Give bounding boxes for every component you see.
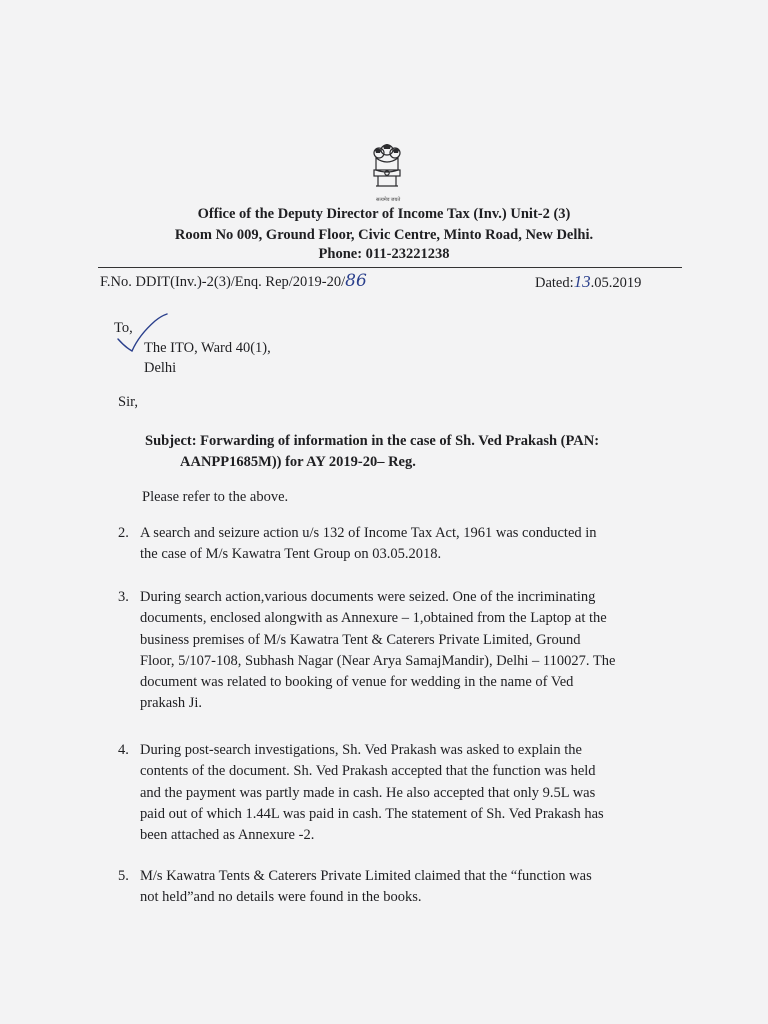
paragraph-line: A search and seizure action u/s 132 of Income Tax Act, 1961 was conducted in: [140, 525, 597, 541]
paragraph-line: paid out of which 1.44L was paid in cash. The statement of Sh. Ved Prakash has: [140, 805, 604, 822]
paragraph-line: been attached as Annexure -2.: [140, 827, 315, 844]
addressee-line1: The ITO, Ward 40(1),: [144, 340, 271, 356]
paragraph-line: During post-search investigations, Sh. Ved Prakash was asked to explain the: [140, 742, 582, 758]
opening-line: Please refer to the above.: [142, 489, 289, 505]
paragraph-line: business premises of M/s Kawatra Tent & Caterers Private Limited, Ground: [140, 631, 581, 648]
subject: [145, 431, 599, 473]
salutation: Sir,: [118, 394, 138, 410]
subject-line2: AANPP1685M)) for AY 2019-20– Reg.: [180, 454, 416, 470]
file-number: [100, 271, 367, 291]
paragraph-line: prakash Ji.: [140, 695, 203, 712]
file-number-text: F.No. DDIT(Inv.)-2(3)/Enq. Rep/2019-20/: [100, 274, 346, 290]
national-emblem-icon: [368, 140, 406, 204]
paragraph-number: 2.: [118, 525, 129, 541]
paragraph-line: Floor, 5/107-108, Subhash Nagar (Near Arya SamajMandir), Delhi – 110027. The: [140, 652, 616, 669]
paragraph-line: and the payment was partly made in cash. He also accepted that only 9.5L was: [140, 784, 596, 801]
paragraph-line: contents of the document. Sh. Ved Prakash accepted that the function was held: [140, 763, 596, 780]
to-label: To,: [114, 320, 133, 336]
paragraph-line: document was related to booking of venue for wedding in the name of Ved: [140, 674, 574, 691]
paragraph-2: [118, 523, 597, 566]
dated-label: Dated:: [535, 275, 574, 291]
paragraph-line: documents, enclosed alongwith as Annexure – 1,obtained from the Laptop at the: [140, 610, 607, 627]
paragraph-number: 5.: [118, 868, 129, 884]
paragraph-number: 3.: [118, 589, 129, 605]
office-phone: Phone: 011-23221238: [318, 246, 450, 262]
paragraph-line: During search action,various documents were seized. One of the incriminating: [140, 589, 596, 605]
paragraph-3: [118, 587, 616, 715]
office-address: Room No 009, Ground Floor, Civic Centre, Minto Road, New Delhi.: [174, 227, 594, 243]
file-number-handwritten: 86: [345, 271, 367, 291]
dated-handwritten-day: 13: [573, 272, 591, 291]
paragraph-line: the case of M/s Kawatra Tent Group on 03.05.2018.: [140, 546, 442, 563]
dated: [535, 272, 641, 292]
paragraph-line: not held”and no details were found in the books.: [140, 889, 422, 906]
office-title: Office of the Deputy Director of Income Tax (Inv.) Unit-2 (3): [197, 206, 571, 222]
paragraph-number: 4.: [118, 742, 129, 758]
paragraph-5: [118, 866, 592, 909]
subject-line1: Subject: Forwarding of information in the case of Sh. Ved Prakash (PAN:: [145, 433, 600, 449]
addressee-line2: Delhi: [144, 360, 177, 376]
dated-rest: .05.2019: [590, 275, 642, 291]
header-rule: [98, 267, 682, 268]
paragraph-line: M/s Kawatra Tents & Caterers Private Limited claimed that the “function was: [140, 868, 592, 884]
emblem-caption: सत्यमेव जयते: [376, 198, 401, 203]
paragraph-4: [118, 740, 604, 846]
